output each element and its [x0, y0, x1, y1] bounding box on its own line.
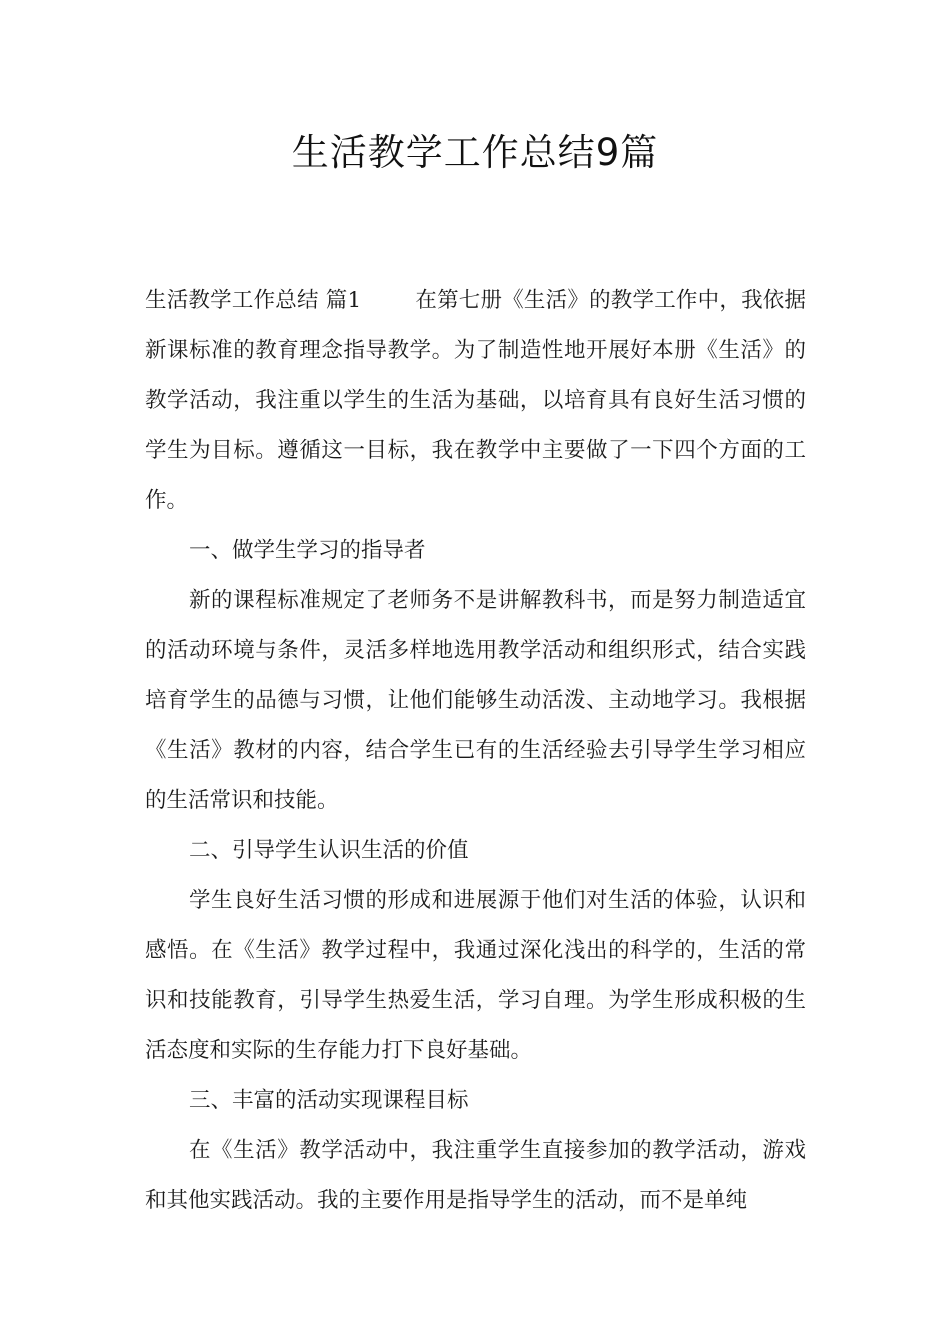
paragraph-3: 学生良好生活习惯的形成和进展源于他们对生活的体验，认识和感悟。在《生活》教学过程中，我通过深化浅出的科学的，生活的常识和技能教育，引导学生热爱生活，学习自理。为学生形成积极的生活态度和实际的生存能力打下良好基础。: [145, 888, 806, 1063]
intro-paragraph: [145, 276, 806, 526]
paragraph-text: 在第七册《生活》的教学工作中，我依据新课标准的教育理念指导教学。为了制造性地开展好本册《生活》的教学活动，我注重以学生的生活为基础，以培育具有良好生活习惯的学生为目标。遵循这一目标，我在教学中主要做了一下四个方面的工作。: [145, 288, 806, 513]
paragraph-4: 在《生活》教学活动中，我注重学生直接参加的教学活动，游戏和其他实践活动。我的主要作用是指导学生的活动，而不是单纯: [145, 1138, 806, 1213]
document-title: 生活教学工作总结9篇: [291, 131, 659, 174]
document-body: [145, 276, 806, 1226]
subheading-1: 一、做学生学习的指导者: [189, 538, 426, 563]
paragraph-2: 新的课程标准规定了老师务不是讲解教科书，而是努力制造适宜的活动环境与条件，灵活多样地选用教学活动和组织形式，结合实践培育学生的品德与习惯，让他们能够生动活泼、主动地学习。我根据《生活》教材的内容，结合学生已有的生活经验去引导学生学习相应的生活常识和技能。: [145, 588, 806, 813]
subheading-3: 三、丰富的活动实现课程目标: [189, 1088, 469, 1113]
section-heading: 生活教学工作总结 篇1: [145, 288, 362, 313]
subheading-2: 二、引导学生认识生活的价值: [189, 838, 469, 863]
